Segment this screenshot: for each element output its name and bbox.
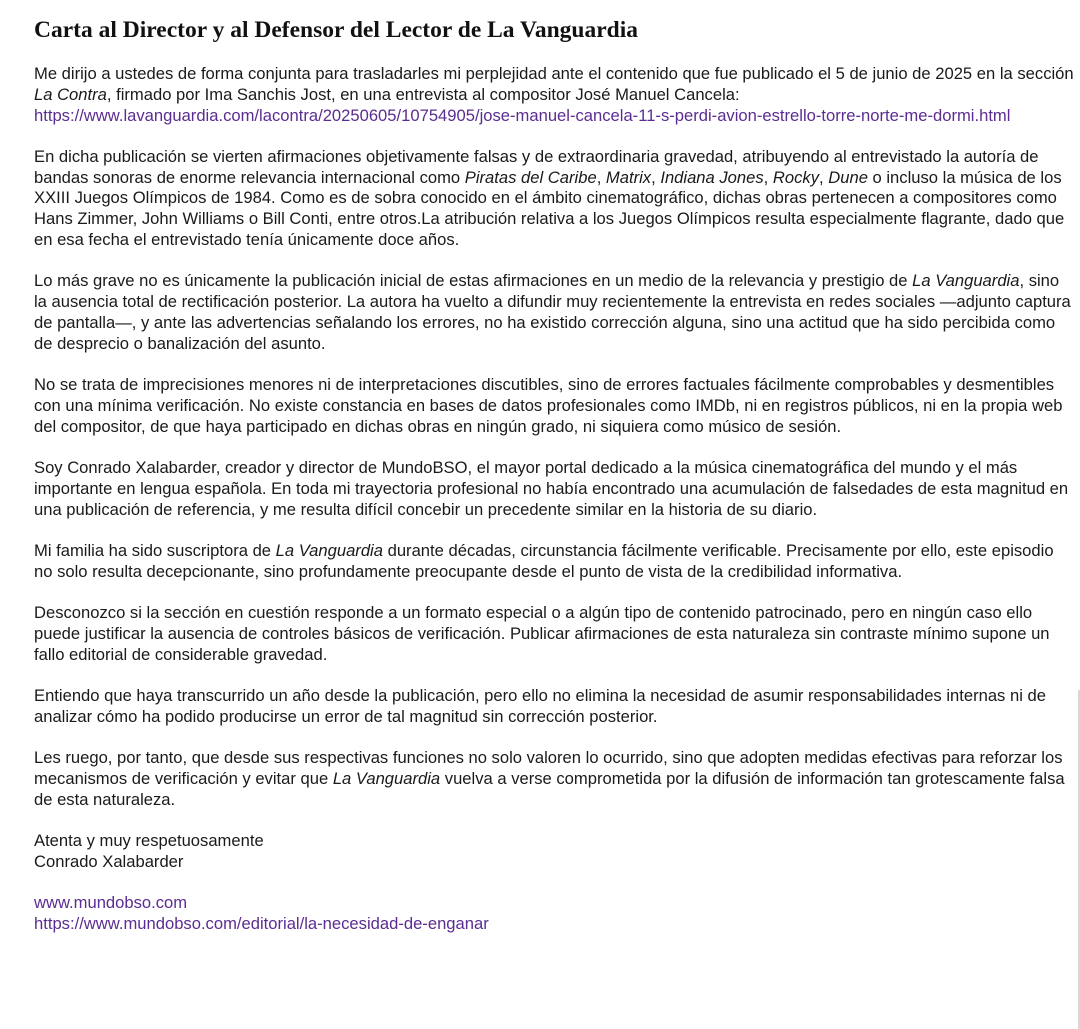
section-name-la-contra: La Contra [34, 84, 107, 104]
paragraph-responsibility: Entiendo que haya transcurrido un año desde la publicación, pero ello no elimina la necesidad de asumir responsabilidades internas ni de analizar cómo ha podido producirse un error de tal magnitud sin corrección posterior. [34, 685, 1046, 726]
paragraph-author: Soy Conrado Xalabarder, creador y director de MundoBSO, el mayor portal dedicado a la música cinematográfica del mundo y el más importante en lengua española. En toda mi trayectoria profesional no había encontrado una acumulación de falsedades de esta magnitud en una publicación de referencia, y me resulta difícil concebir un precedente similar en la historia de su diario. [34, 457, 1069, 519]
gravity-text-2: , sino la ausencia total de rectificación posterior. La autora ha vuelto a difundir muy recientemente la entrevista en redes sociales —adjunto captura de pantalla—, y ante las advertencias señalando los errores, no ha existido corrección alguna, sino una actitud que ha sido percibida como de desprecio o banalización del asunto. [34, 271, 1071, 353]
comma: , [596, 167, 606, 187]
request-text-2: vuelva a verse comprometida por la difusión de información tan grotescamente falsa de esta naturaleza. [34, 768, 1065, 809]
request-text-1: Les ruego, por tanto, que desde sus respectivas funciones no solo valoren lo ocurrido, sino que adopten medidas efectivas para reforzar los mecanismos de verificación y evitar que [34, 747, 1063, 788]
paragraph-intro [34, 64, 1074, 126]
claims-text-1: En dicha publicación se vierten afirmaciones objetivamente falsas y de extraordinaria gravedad, atribuyendo al entrevistado la autoría de bandas sonoras de enorme relevancia internacional como [34, 146, 1039, 187]
title-piratas: Piratas del Caribe [464, 167, 597, 187]
comma: , [651, 167, 661, 187]
paragraph-family [34, 541, 1074, 583]
title-indiana: Indiana Jones [660, 167, 764, 187]
paragraph-gravity [34, 271, 1074, 354]
title-matrix: Matrix [605, 167, 652, 187]
title-rocky: Rocky [772, 167, 820, 187]
family-text-2: durante décadas, circunstancia fácilmente verificable. Precisamente por ello, este episodio no solo resulta decepcionante, sino profundamente preocupante desde el punto de vista de la credibilidad informativa. [34, 540, 1054, 581]
letter-title: Carta al Director y al Defensor del Lector de La Vanguardia [34, 17, 638, 43]
newspaper-name: La Vanguardia [332, 768, 441, 788]
paragraph-request [34, 748, 1074, 810]
paragraph-errors: No se trata de imprecisiones menores ni de interpretaciones discutibles, sino de errores factuales fácilmente comprobables y desmentibles con una mínima verificación. No existe constancia en bases de datos profesionales como IMDb, ni en registros públicos, ni en la propia web del compositor, de que haya participado en dichas obras en ningún grado, ni siquiera como músico de sesión. [34, 375, 1063, 436]
intro-text-1: Me dirijo a ustedes de forma conjunta para trasladarles mi perplejidad ante el contenido que fue publicado el 5 de junio de 2025 en la sección [34, 64, 1074, 83]
newspaper-name: La Vanguardia [912, 271, 1020, 291]
footer-links [34, 893, 1074, 935]
comma: , [763, 167, 773, 187]
letter-document [34, 16, 1074, 955]
paragraph-claims [34, 147, 1074, 251]
claims-text-2: o incluso la música de los XXIII Juegos Olímpicos de 1984. Como es de sobra conocido en el ámbito cinematográfico, dichas obras pertenecen a compositores como Hans Zimmer, John Williams o Bill Conti, entre otros.La atribución relativa a los Juegos Olímpicos resulta especialmente flagrante, dado que en esa fecha el entrevistado tenía únicamente doce años. [34, 167, 1065, 250]
mundobso-site-link[interactable]: www.mundobso.com [34, 892, 188, 912]
signature-block [34, 831, 1074, 873]
title-dune: Dune [828, 167, 868, 187]
family-text-1: Mi familia ha sido suscriptora de [34, 540, 276, 560]
newspaper-name: La Vanguardia [275, 540, 383, 560]
article-link[interactable]: https://www.lavanguardia.com/lacontra/20250605/10754905/jose-manuel-cancela-11-s-perdi-avion-estrello-torre-norte-me-dormi.html [34, 105, 1011, 125]
signature-name: Conrado Xalabarder [34, 851, 184, 871]
intro-text-2: , firmado por Ima Sanchis Jost, en una entrevista al compositor José Manuel Cancela: [106, 84, 740, 104]
gravity-text-1: Lo más grave no es únicamente la publicación inicial de estas afirmaciones en un medio de la relevancia y prestigio de [34, 271, 913, 291]
paragraph-section-format: Desconozco si la sección en cuestión responde a un formato especial o a algún tipo de contenido patrocinado, pero en ningún caso ello puede justificar la ausencia de controles básicos de verificación. Publicar afirmaciones de esta naturaleza sin contraste mínimo supone un fallo editorial de considerable gravedad. [34, 602, 1050, 664]
comma: , [819, 167, 829, 187]
closing-text: Atenta y muy respetuosamente [34, 830, 264, 850]
editorial-link[interactable]: https://www.mundobso.com/editorial/la-necesidad-de-enganar [34, 913, 489, 933]
